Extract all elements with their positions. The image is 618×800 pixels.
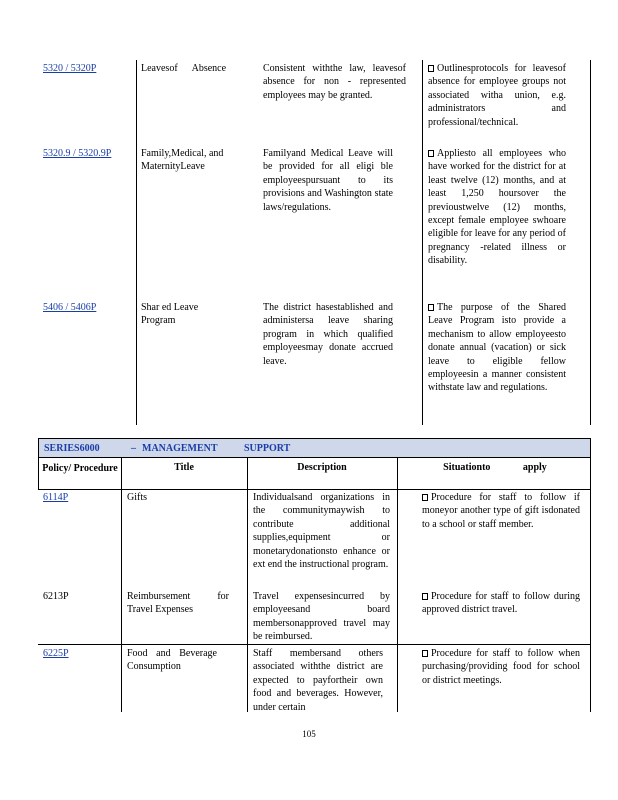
policy-link-6114p[interactable]: 6114P (43, 492, 69, 503)
bullet-icon (422, 494, 428, 501)
header-situation: Situationto apply (443, 462, 547, 473)
policy-link-5320-9[interactable]: 5320.9 / 5320.9P (43, 148, 112, 159)
series-name-part2: SUPPORT (244, 443, 291, 454)
column-divider (422, 60, 423, 425)
policy-link-5406[interactable]: 5406 / 5406P (43, 302, 97, 313)
series-name-part1: MANAGEMENT (142, 443, 218, 454)
bullet-icon (428, 304, 434, 311)
row-situation: Procedure for staff to follow during approved district travel. (422, 591, 580, 616)
table-border (38, 458, 39, 490)
row-description: Familyand Medical Leave will be provided for all eligi ble employeespursuant to its provisions and Washington state laws/regulations. (263, 148, 393, 213)
row-description: Staff membersand others associated withthe district are expected to payfortheir own food and beverages. However, under certain (253, 648, 383, 713)
row-description: The district hasestablished and administersa leave sharing program in which qualified employeesmay donate accrued leave. (263, 302, 393, 367)
series-dash: – (131, 443, 136, 454)
policy-link-6225p[interactable]: 6225P (43, 648, 69, 659)
series-label: SERIES6000 (44, 443, 100, 454)
row-situation: Procedure for staff to follow when purchasing/providing food for school or district meetings. (422, 648, 580, 686)
table-border (590, 458, 591, 712)
series-header-bar (38, 438, 591, 458)
bullet-icon (422, 650, 428, 657)
bullet-icon (428, 65, 434, 72)
row-description: Travel expensesincurred by employeesand board membersonapproved travel may be reimbursed. (253, 591, 390, 643)
row-description: Consistent withthe law, leavesof absence for non - represented employees may be granted. (263, 63, 406, 101)
policy-link-5320[interactable]: 5320 / 5320P (43, 63, 97, 74)
row-title: Leavesof Absence (141, 63, 227, 74)
row-description: Individualsand organizations in the communitymaywish to contribute additional supplies,equipment or monetarydonationsto enhance or ext end the instructional program. (253, 492, 390, 571)
page-number: 105 (302, 729, 316, 739)
header-policy: Policy/ Procedure (42, 463, 118, 474)
row-situation: The purpose of the Shared Leave Program isto provide a mechanism to allow employeesto donate annual (vacation) or sick leave to eligible fellow employeesin a manner consistent withstate law and regulations. (428, 302, 566, 394)
column-divider (121, 458, 122, 712)
row-title: Gifts (127, 492, 147, 503)
column-divider (136, 60, 137, 425)
table-rule (38, 644, 591, 645)
row-title: Food and Beverage Consumption (127, 648, 217, 673)
column-divider (247, 458, 248, 712)
column-divider (397, 458, 398, 712)
column-divider (590, 60, 591, 425)
policy-id: 6213P (43, 591, 69, 602)
header-title: Title (174, 462, 194, 473)
header-description: Description (297, 462, 347, 473)
row-situation: Procedure for staff to follow if moneyor another type of gift isdonated to a school or staff member. (422, 492, 580, 530)
row-title: Shar ed Leave Program (141, 302, 199, 327)
bullet-icon (428, 150, 434, 157)
row-title: Family,Medical, and MaternityLeave (141, 148, 224, 173)
row-situation: Outlinesprotocols for leavesof absence for employee groups not associated witha union, e.g. administrators and professional/technical. (428, 63, 566, 128)
bullet-icon (422, 593, 428, 600)
row-title: Reimbursement for Travel Expenses (127, 591, 229, 616)
row-situation: Appliesto all employees who have worked for the district for at least twelve (12) months, and at least 1,250 hoursover the previoustwelve (12) months, except female employee swhoare eligible for leave for any period of pregnancy -related illness or disability. (428, 148, 566, 267)
